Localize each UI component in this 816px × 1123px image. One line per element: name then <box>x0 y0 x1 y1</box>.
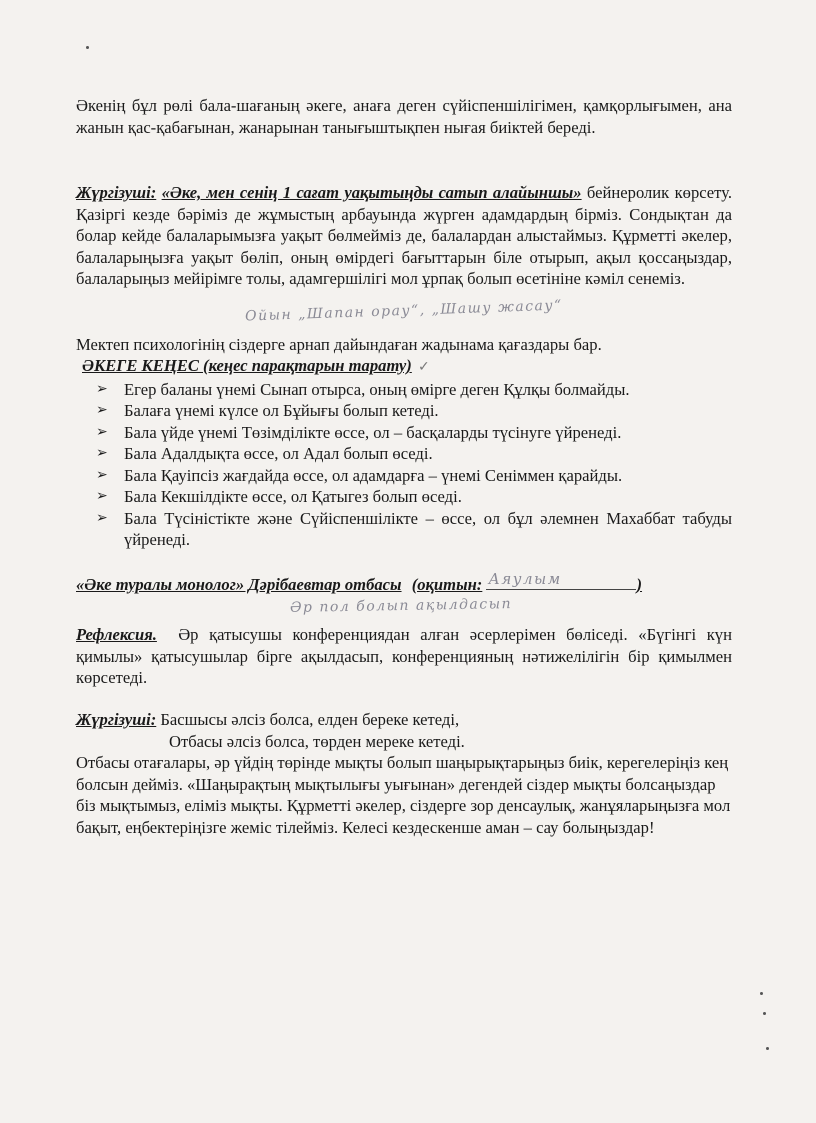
advice-list <box>76 379 732 551</box>
list-item: ➢ Балаға үнемі күлсе ол Бұйығы болып кетеді. <box>96 401 439 420</box>
video-title: «Әке, мен сенің 1 сағат уақытыңды сатып алайыншы» <box>161 183 582 202</box>
closing-section <box>76 709 732 838</box>
host-label: Жүргізуші: <box>76 183 157 202</box>
host-video-paragraph <box>76 182 732 290</box>
check-mark-icon: ✓ <box>417 359 430 375</box>
arrow-bullet-icon: ➢ <box>96 509 108 526</box>
reflection-paragraph <box>76 624 732 689</box>
list-item: ➢ Егер баланы үнемі Сынап отырса, оның өмірге деген Құлқы болмайды. <box>96 379 630 399</box>
scan-speck <box>86 46 89 49</box>
monologue-title: «Әке туралы монолог» Дәрібаевтар отбасы <box>76 575 402 594</box>
list-item: ➢ Бала Адалдықта өссе, ол Адал болып өседі. <box>96 444 433 463</box>
closing-line-2: Отбасы әлсіз болса, төрден мереке кетеді. <box>169 731 465 751</box>
arrow-bullet-icon: ➢ <box>96 445 108 461</box>
advice-section <box>76 355 732 551</box>
scan-speck <box>763 1012 766 1015</box>
reader-fill-line <box>486 570 636 590</box>
list-item: ➢ Бала Түсіністікте және Сүйіспеншілікте – өссе, ол бұл әлемнен Махаббат табуды үйренеді. <box>96 508 732 549</box>
reader-label: (оқитын: <box>411 575 483 594</box>
scan-speck <box>766 1047 769 1050</box>
psychologist-line: Мектеп психологінің сіздерге арнап дайындаған жадынама қағаздары бар. <box>76 335 602 354</box>
reader-handwritten-name: Аяулым <box>488 570 562 588</box>
reflection-body: Әр қатысушы конференциядан алған әсерлерімен бөліседі. «Бүгінгі күн қимылы» қатысушылар бірге ақылдасып, конференцияның нәтижелілігін бір қимылмен көрсетеді. <box>76 625 732 687</box>
closing-line-1: Басшысы әлсіз болса, елден береке кетеді, <box>156 710 460 729</box>
list-item: ➢ Бала үйде үнемі Төзімділікте өссе, ол – басқаларды түсінуге үйренеді. <box>96 422 622 442</box>
arrow-bullet-icon: ➢ <box>96 423 108 440</box>
closing-host-label: Жүргізуші: <box>76 710 157 729</box>
arrow-bullet-icon: ➢ <box>96 466 108 483</box>
list-item: ➢ Бала Кекшілдікте өссе, ол Қатыгез болып өседі. <box>96 487 462 506</box>
paragraph-intro: Әкенің бұл рөлі бала-шағаның әкеге, анаға деген сүйіспеншілігімен, қамқорлығымен, ана жанын қас-қабағынан, жанарынан танығыштықпен нығая биіктей береді. <box>76 96 732 137</box>
monologue-line <box>76 570 732 596</box>
handwritten-note-games: Ойын „Шапан орау“, „Шашу жасау“ <box>244 297 563 325</box>
scan-speck <box>760 992 763 995</box>
arrow-bullet-icon: ➢ <box>96 488 108 504</box>
list-item: ➢ Бала Қауіпсіз жағдайда өссе, ол адамдарға – үнемі Сеніммен қарайды. <box>96 465 623 485</box>
reader-close: ) <box>636 575 643 594</box>
handwritten-note-reflection: Әр пол болып ақылдасып <box>289 596 513 616</box>
reflection-label: Рефлексия. <box>76 625 157 644</box>
closing-body: Отбасы отағалары, әр үйдің төрінде мықты болып шаңырықтарыңыз биік, керегелеріңіз кең болсын дейміз. «Шаңырақтың мықтылығы уығынан» дегендей сіздер мықты болсаңыздар біз мықтымыз, еліміз мықты. Құрметті әкелер, сіздерге зор денсаулық, жанұяларыңызға мол бақыт, еңбектеріңізге жеміс тілейміз. Келесі кездескенше аман – сау болыңыздар! <box>76 753 731 837</box>
arrow-bullet-icon: ➢ <box>96 402 108 418</box>
advice-heading: ӘКЕГЕ КЕҢЕС (кеңес парақтарын тарату) <box>82 356 412 375</box>
host-video-body: бейнеролик көрсету. Қазіргі кезде бәріміз де жұмыстың арбауында жүрген адамдардың бірміз. Сондықтан да болар кейде балаларымызға уақыт бөлмейміз де, балалардан алыстаймыз. Құрметті әкелер, балаларыңызға уақыт бөліп, оның өмірдегі бағыттарын біле отырып, ақыл қоссаңыздар, балаларыңыз мейірімге толы, адамгершілігі мол ұрпақ болып өсетініне кәміл сенеміз. <box>76 183 732 288</box>
arrow-bullet-icon: ➢ <box>96 380 108 397</box>
